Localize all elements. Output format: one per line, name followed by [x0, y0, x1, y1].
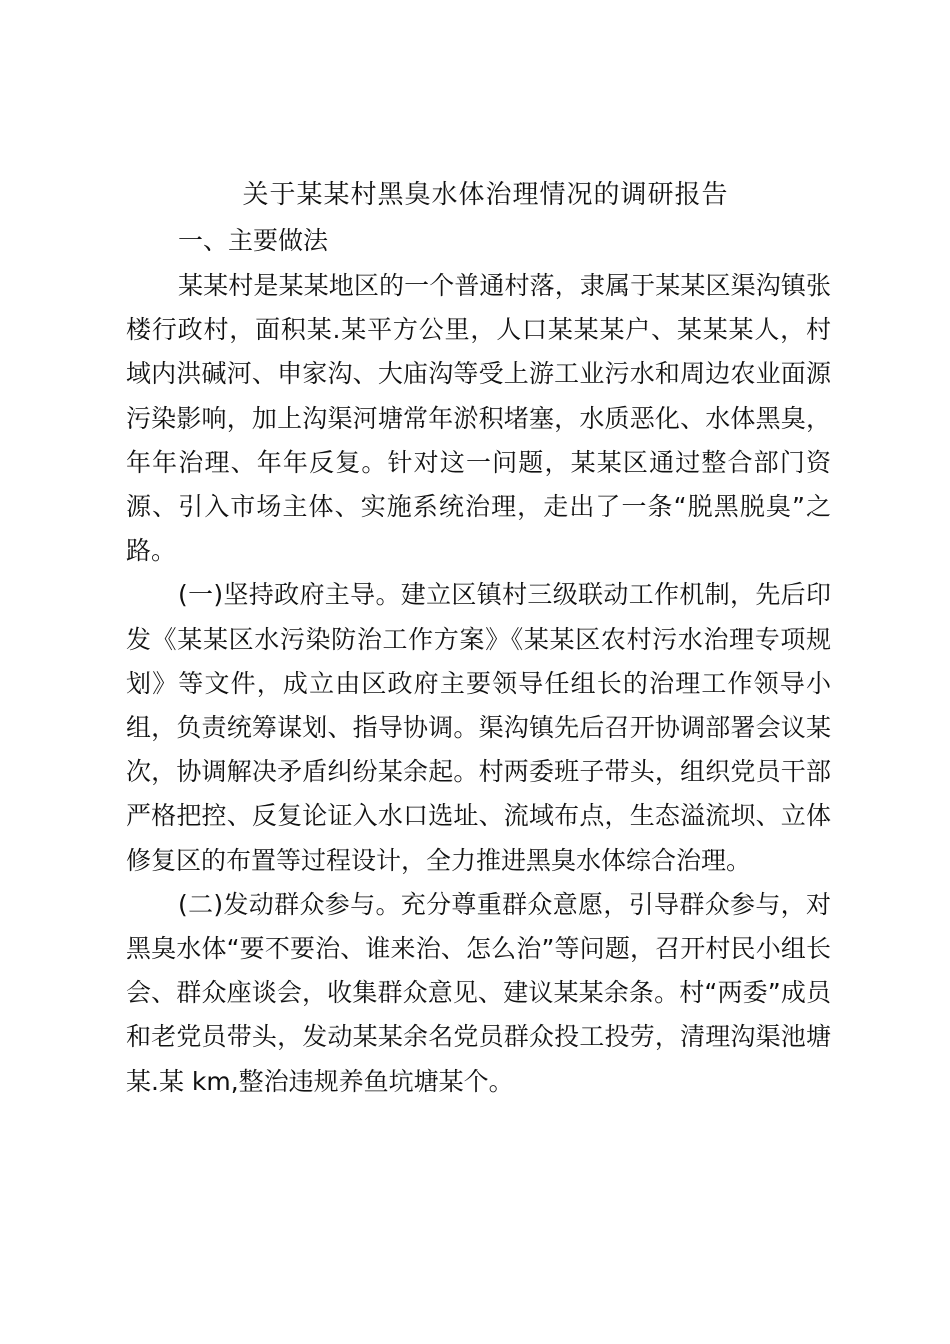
- paragraph-public-participation: (二)发动群众参与。充分尊重群众意愿，引导群众参与，对黑臭水体“要不要治、谁来治、怎么治”等问题，召开村民小组长会、群众座谈会，收集群众意见、建议某某余条。村“两委”成员和老党员带头，发动某某余名党员群众投工投劳，清理沟渠池塘某.某 km,整治违规养鱼坑塘某个。: [126, 889, 831, 1096]
- document-body: [126, 172, 831, 1104]
- document-title: 关于某某村黑臭水体治理情况的调研报告: [242, 180, 729, 210]
- paragraph-government-led: (一)坚持政府主导。建立区镇村三级联动工作机制，先后印发《某某区水污染防治工作方案》《某某区农村污水治理专项规划》等文件，成立由区政府主要领导任组长的治理工作领导小组，负责统筹谋划、指导协调。渠沟镇先后召开协调部署会议某次，协调解决矛盾纠纷某余起。村两委班子带头，组织党员干部严格把控、反复论证入水口选址、流域布点，生态溢流坝、立体修复区的布置等过程设计，全力推进黑臭水体综合治理。: [126, 580, 831, 875]
- section-heading: 一、主要做法: [178, 226, 329, 255]
- paragraph-intro: 某某村是某某地区的一个普通村落，隶属于某某区渠沟镇张楼行政村，面积某.某平方公里，人口某某某户、某某某人，村域内洪碱河、申家沟、大庙沟等受上游工业污水和周边农业面源污染影响，加上沟渠河塘常年淤积堵塞，水质恶化、水体黑臭，年年治理、年年反复。针对这一问题，某某区通过整合部门资源、引入市场主体、实施系统治理，走出了一条“脱黑脱臭”之路。: [126, 271, 831, 566]
